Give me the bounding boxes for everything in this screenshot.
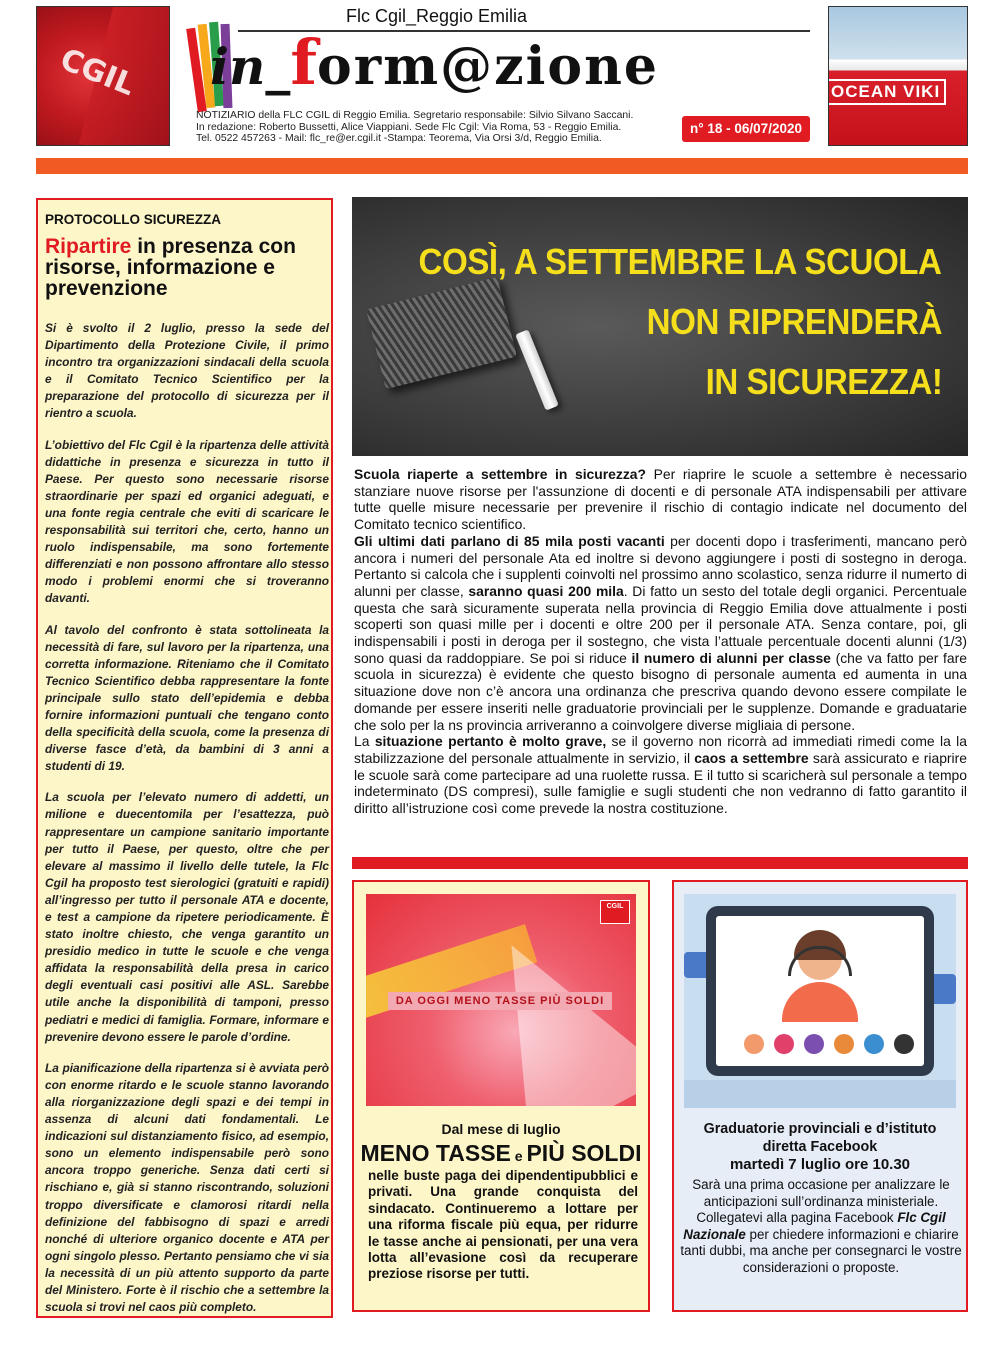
logo-f: f [290, 26, 318, 99]
main-p2-bold-2: saranno quasi 200 mila [468, 582, 624, 599]
article-divider [352, 857, 968, 869]
left-paragraph: Si è svolto il 2 luglio, presso la sede del Dipartimento della Protezione Civile, il primo incontro tra organizzazioni sindacali della scuola e il Comitato Tecnico Scientifico per la preparazione del protocollo di sicurezza per il rientro a scuola. [45, 321, 329, 421]
board-headline-3: IN SICUREZZA! [705, 361, 942, 402]
main-p2-text-b: . Di fatto un sesto del totale degli organici. Percentuale questa che sarà sicuramente superata nella provincia di Reggio Emilia dove attualmente i posti scoperti son quasi mille per i docenti e oltre 200 per il personale ATA. Senza contare, poi, gli indispensabili i posti in deroga per il sostegno, che vista l’attuale percentuale docenti alunni (1/3) sono quasi da raddoppiare. Se poi si riduce [354, 582, 967, 666]
main-paragraph-2 [354, 533, 967, 733]
chalkboard-image [352, 197, 968, 456]
fb-page-name: Flc Cgil Nazionale [683, 1210, 946, 1242]
facebook-title-2: diretta Facebook [762, 1139, 878, 1155]
credits-line-1: NOTIZIARIO della FLC CGIL di Reggio Emilia. Segretario responsabile: Silvio Silvano Saccani. [196, 110, 634, 121]
main-p2-text-c: (che va fatto per fare scuola in sicurezza) è evidente che questo bisogno di personale aumenta ed aumenta in una situazione dove non c’è ancora una ordinanza che prescriva quando devono essere compilate le domande per essere inseriti nelle graduatorie provinciali per le supplenze. Domande e graduatarie che solo per la ns provincia arriveranno a coinvolgere diverse migliaia di persone. [354, 649, 967, 733]
facebook-live-text [680, 1177, 962, 1277]
main-p2-text-a: per docenti dopo i trasferimenti, mancano però ancora i numeri del personale Ata ed inoltre si devono aggiungere i posti di sostegno in deroga. Pertanto si calcola che i supplenti coinvolti nel prossimo anno scolastico, senza ridurre il numerto di alunni per classe, [354, 532, 967, 599]
main-p2-bold-3: il numero di alunni per classe [631, 649, 831, 666]
main-p1-bold: Scuola riaperte a settembre in sicurezza? [354, 466, 646, 482]
masthead-credits [196, 110, 671, 145]
chalk-illustration [515, 329, 559, 410]
header-divider [36, 158, 968, 174]
main-p2-bold: Gli ultimi dati parlano di 85 mila posti vacanti [354, 532, 665, 549]
left-paragraph: L’obiettivo del Flc Cgil è la ripartenza delle attività didattiche in presenza e sicurezza in tutto il Paese. Per questo sono necessarie risorse straordinarie per spazi ed organici adeguati, e una fonte regia centrale che eviti di scaricare le responsabilità sui territori che, certo, hanno un ruolo indispensabile, ma sono fortemente differenziati e non possono affrontare allo stesso modo i problemi enormi che si troveranno davanti. [45, 437, 329, 606]
facebook-title-3: martedì 7 luglio ore 10.30 [729, 1156, 911, 1173]
logo-in: in_ [210, 37, 291, 96]
credits-line-2: In redazione: Roberto Bussetti, Alice Viappiani. Sede Flc Cgil: Via Roma, 53 - Reggio Emilia. [196, 121, 622, 133]
tax-headline-1: MENO TASSE [360, 1140, 511, 1166]
tax-box-intro: Dal mese di luglio [441, 1121, 561, 1137]
tax-headline-2: PIÙ SOLDI [526, 1140, 642, 1166]
fb-text-b: per chiedere informazioni e chiarire tanti dubbi, ma anche per consegnarci le vostre considerazioni o proposte. [680, 1226, 962, 1275]
headline-rest: in presenza con risorse, informazione e prevenzione [45, 235, 296, 300]
cgil-logo: CGIL [600, 900, 630, 924]
main-p3-text-a: La [354, 733, 375, 750]
left-paragraph: Al tavolo del confronto è stata sottolineata la necessità di fare, sul lavoro per la ripartenza, una corretta informazione. Riteniamo che il Comitato Tecnico Scientifico debba rappresentare la fonte principale sullo stato dell’epidemia e debba fornire informazioni puntuali che tengano conto della specificità della scuola, come la presenza di diverse fasce d’età, da bambini di 3 anni a studenti di 19. [45, 622, 329, 774]
left-paragraph: La scuola per l’elevato numero di addetti, un milione e duecentomila per l’esattezza, può rappresentare un campione sanitario importante per tutto il Paese, per questo, oltre che per elevare al massimo il livello delle tutele, la Flc Cgil ha proposto test sierologici (gratuiti e rapidi) all’ingresso per tutto il personale ATA e docente, e test a campione da ripetere periodicamente. È stato inoltre chiesto, che venga garantito un presidio medico in tutte le scuole e che venga affidata la responsabilità della presa in carico degli eventuali casi positivi alle ASL. Sarebbe utile anche la disponibilità di tamponi, presso pediatri e medici di famiglia. Formare, informare e prevenire devono essere le parole d’ordine. [45, 790, 329, 1044]
ship-name-text: OCEAN VIKI [828, 79, 946, 105]
board-headline-2: NON RIPRENDERÀ [646, 301, 942, 342]
masthead-org: Flc Cgil_Reggio Emilia [346, 6, 528, 26]
main-p1-text: Per riaprire le scuole a settembre è necessario stanziare nuove risorse per l'assunzione di docenti e di personale ATA indispensabili per attivare tutte quelle misure necessarie per prevenire il rischio di contagio indicate nel documento del Comitato tecnico scientifico. [354, 466, 967, 533]
section-label: PROTOCOLLO SICUREZZA [45, 212, 222, 227]
left-article-body [45, 320, 329, 1330]
header-photo-ship [828, 6, 968, 146]
logo-rest: orm@zione [317, 36, 659, 97]
eraser-illustration [366, 277, 517, 389]
facebook-live-title [678, 1120, 962, 1174]
issue-badge: n° 18 - 06/07/2020 [682, 116, 810, 142]
tax-box-headline [356, 1140, 646, 1167]
left-headline [45, 236, 330, 299]
main-paragraph-3 [354, 733, 967, 817]
main-p3-text-b: se il governo non ricorrà ad immediati rimedi come la la stabilizzazione del personale attualmente in servizio, il [354, 733, 967, 766]
cgil-flag-text: CGIL [55, 41, 140, 104]
facebook-title-1: Graduatorie provinciali e d’istituto [703, 1121, 937, 1137]
main-p3-text-c: sarà assicurato e riaprire le scuole sarà come partecipare ad una ruolette russa. E il tutto si scaricherà sul personale a tempo indeterminato (DS compresi), sulle famiglie e sugli studenti che non vedranno di fatto garantito il diritto all’istruzione così come prevede la nostra costituzione. [354, 749, 967, 817]
headline-highlight: Ripartire [45, 235, 132, 258]
board-headline-1: COSÌ, A SETTEMBRE LA SCUOLA [418, 241, 942, 282]
main-article-body [354, 466, 967, 817]
main-p3-bold-2: caos a settembre [694, 749, 809, 766]
header-photo-cgil-flag [36, 6, 170, 146]
tax-box-text: nelle buste paga dei dipendentipubblici e privati. Una grande conquista del sindacato. Continueremo a lottare per una riforma fiscale più equa, per ridurre le tasse anche ai pensionati, per una vera lotta all’evasione così da recuperare preziose risorse per tutti. [368, 1168, 638, 1282]
tablet-illustration [684, 894, 956, 1108]
main-p3-bold: situazione pertanto è molto grave, [374, 733, 607, 750]
main-paragraph-1 [354, 466, 967, 533]
tax-image [366, 894, 636, 1106]
left-paragraph: La pianificazione della ripartenza si è avviata però con enorme ritardo e le scuole stanno lavorando alla riorganizzazione degli spazi e dei tempi in assenza di alcuni dati fondamentali. Le indicazioni sul distanziamento fisico, ad esempio, sono un elemento indispensabile però sono ancora troppo generiche. Senza dati certi si rischiano e, già si stanno riscontrando, soluzioni troppo diversificate e clamorosi ritardi nella definizione del fabbisogno di spazi e arredi nonché di ulteriore organico docente e ATA per ogni singolo plesso. Pertanto pensiamo che vi sia la necessità di un più attento supporto da parte del Ministero. Forte è il rischio che a settembre la scuola si trovi nel caos più completo. [45, 1060, 329, 1315]
tax-headline-e: e [510, 1148, 527, 1164]
credits-line-3: Tel. 0522 457263 - Mail: flc_re@er.cgil.it -Stampa: Teorema, Via Orsi 3/d, Reggio Emilia. [196, 133, 602, 144]
tax-image-banner: DA OGGI MENO TASSE PIÙ SOLDI [388, 992, 612, 1010]
fb-text-a: Sarà una prima occasione per analizzare le anticipazioni sull’ordinanza ministeriale. Collegatevi alla pagina Facebook [692, 1177, 950, 1226]
